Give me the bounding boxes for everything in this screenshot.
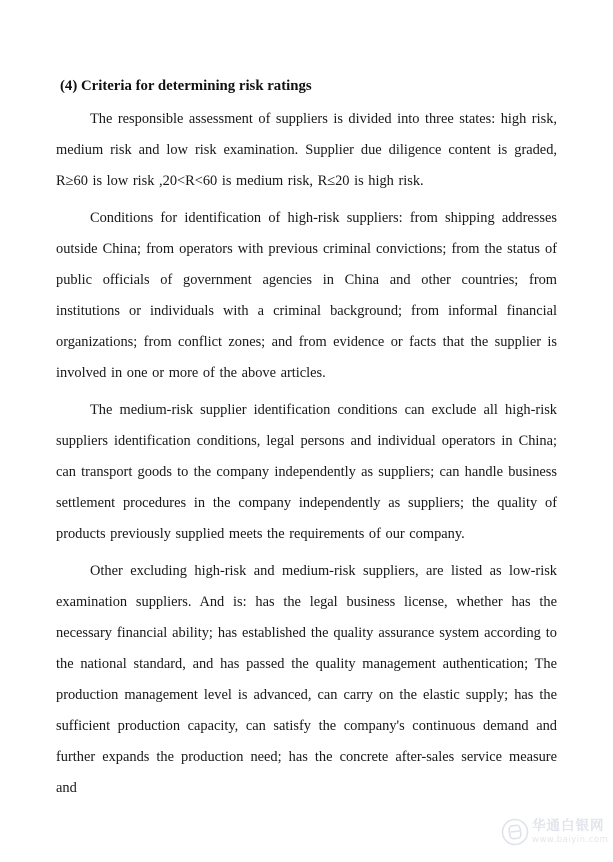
watermark-site-url: www.baiyin.com xyxy=(532,834,609,845)
watermark-text xyxy=(532,820,608,844)
watermark-site-name: 华通白银网 xyxy=(532,818,605,834)
paragraph-medium-risk-conditions: The medium-risk supplier identification conditions can exclude all high-risk suppliers identification conditions, legal persons and individual operators in China; can transport goods to the company independently as suppliers; can handle business settlement procedures in the company independently as suppliers; the quality of products previously supplied meets the requirements of our company. xyxy=(56,402,557,542)
watermark xyxy=(501,818,608,846)
paragraph-low-risk-conditions: Other excluding high-risk and medium-risk suppliers, are listed as low-risk examination suppliers. And is: has the legal business license, whether has the necessary financial ability; has established the quality assurance system according to the national standard, and has passed the quality management authentication; The production management level is advanced, can carry on the elastic supply; has the sufficient production capacity, can satisfy the company's continuous demand and further expands the production need; has the concrete after-sales service measure and xyxy=(56,563,557,796)
section-heading: (4) Criteria for determining risk ratings xyxy=(60,78,312,94)
paragraph-risk-states: The responsible assessment of suppliers is divided into three states: high risk, medium risk and low risk examination. Supplier due diligence content is graded, R≥60 is low risk ,20<R<60 is medium risk, R≤20 is high risk. xyxy=(56,111,557,189)
paragraph-high-risk-conditions: Conditions for identification of high-risk suppliers: from shipping addresses outside China; from operators with previous criminal convictions; from the status of public officials of government agencies in China and other countries; from institutions or individuals with a criminal background; from informal financial organizations; from conflict zones; and from evidence or facts that the supplier is involved in one or more of the above articles. xyxy=(56,210,557,381)
document-content xyxy=(56,70,557,810)
watermark-logo-icon xyxy=(501,818,529,846)
